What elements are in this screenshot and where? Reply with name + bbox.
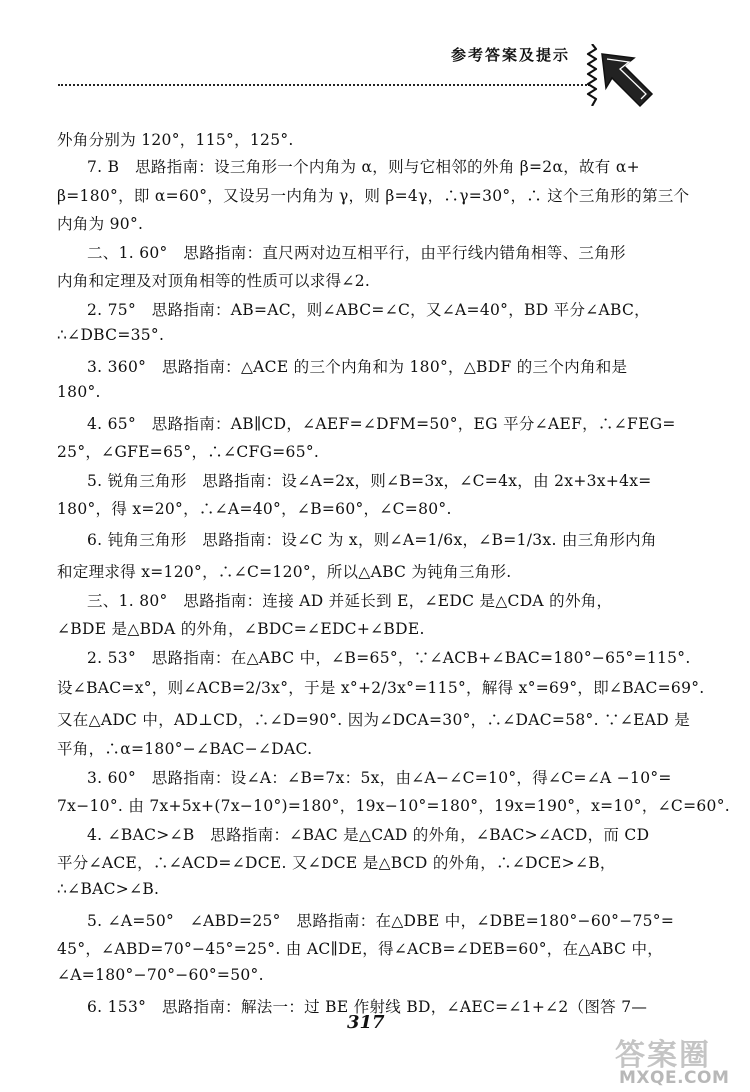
arrow-up-left-icon bbox=[598, 50, 656, 110]
text-line: 设∠BAC=x°，则∠ACB=2/3x°，于是 x°+2/3x°=115°，解得 x°=69°，即∠BAC=69°. bbox=[57, 679, 705, 697]
text-line: 三、1. 80° 思路指南：连接 AD 并延长到 E，∠EDC 是△CDA 的外角， bbox=[87, 592, 613, 610]
text-line: ∠A=180°−70°−60°=50°. bbox=[57, 966, 264, 984]
text-line: ∠BDE 是△BDA 的外角，∠BDC=∠EDC+∠BDE. bbox=[57, 620, 425, 638]
zigzag-divider-icon bbox=[586, 44, 598, 106]
text-line: 平角，∴α=180°−∠BAC−∠DAC. bbox=[57, 740, 313, 758]
text-line: 4. ∠BAC>∠B 思路指南：∠BAC 是△CAD 的外角，∠BAC>∠ACD，而 CD bbox=[87, 826, 650, 844]
text-line: 25°，∠GFE=65°，∴∠CFG=65°. bbox=[57, 443, 320, 461]
text-line: 4. 65° 思路指南：AB∥CD，∠AEF=∠DFM=50°，EG 平分∠AEF，∴∠FEG= bbox=[87, 415, 676, 433]
text-line: 平分∠ACE，∴∠ACD=∠DCE. 又∠DCE 是△BCD 的外角，∴∠DCE>∠B， bbox=[57, 854, 616, 872]
text-line: 2. 75° 思路指南：AB=AC，则∠ABC=∠C，又∠A=40°，BD 平分∠ABC， bbox=[87, 301, 650, 319]
text-line: 7x−10°. 由 7x+5x+(7x−10°)=180°，19x−10°=180°，19x=190°，x=10°，∠C=60°. bbox=[57, 797, 730, 815]
header-dotted-rule bbox=[58, 84, 590, 86]
header-title: 参考答案及提示 bbox=[451, 46, 571, 64]
text-line: 内角和定理及对顶角相等的性质可以求得∠2. bbox=[57, 272, 371, 290]
text-line: ∴∠DBC=35°. bbox=[57, 326, 165, 344]
text-line: 180°. bbox=[57, 383, 101, 401]
text-line: 二、1. 60° 思路指南：直尺两对边互相平行，由平行线内错角相等、三角形 bbox=[87, 244, 626, 262]
text-line: 又在△ADC 中，AD⊥CD，∴∠D=90°. 因为∠DCA=30°，∴∠DAC=58°. ∵∠EAD 是 bbox=[57, 711, 691, 729]
text-line: 内角为 90°. bbox=[57, 215, 144, 233]
text-line: 3. 360° 思路指南：△ACE 的三个内角和为 180°，△BDF 的三个内角和是 bbox=[87, 358, 628, 376]
watermark-logo: 答案圈 bbox=[615, 1038, 711, 1073]
text-line: 3. 60° 思路指南：设∠A：∠B=7x：5x，由∠A−∠C=10°，得∠C=∠A −10°= bbox=[87, 769, 672, 787]
text-line: 和定理求得 x=120°，∴∠C=120°，所以△ABC 为钝角三角形. bbox=[57, 563, 512, 581]
watermark bbox=[615, 1030, 745, 1088]
text-line: ∴∠BAC>∠B. bbox=[57, 880, 160, 898]
text-line: 6. 153° 思路指南：解法一：过 BE 作射线 BD，∠AEC=∠1+∠2（图答 7— bbox=[87, 998, 648, 1016]
page-number: 317 bbox=[347, 1012, 385, 1033]
text-line: 7. B 思路指南：设三角形一个内角为 α，则与它相邻的外角 β=2α，故有 α+ bbox=[87, 158, 640, 176]
text-line: 5. ∠A=50° ∠ABD=25° 思路指南：在△DBE 中，∠DBE=180°−60°−75°= bbox=[87, 912, 675, 930]
watermark-url: MXQE.COM bbox=[619, 1068, 730, 1088]
text-line: 5. 锐角三角形 思路指南：设∠A=2x，则∠B=3x，∠C=4x，由 2x+3x+4x= bbox=[87, 472, 652, 490]
text-line: 180°，得 x=20°，∴∠A=40°，∠B=60°，∠C=80°. bbox=[57, 500, 452, 518]
text-line: 2. 53° 思路指南：在△ABC 中，∠B=65°，∵∠ACB+∠BAC=180°−65°=115°. bbox=[87, 649, 691, 667]
text-line: β=180°，即 α=60°，又设另一内角为 γ，则 β=4γ，∴γ=30°，∴ 这个三角形的第三个 bbox=[57, 187, 690, 205]
text-line: 外角分别为 120°，115°，125°. bbox=[57, 131, 294, 149]
text-line: 45°，∠ABD=70°−45°=25°. 由 AC∥DE，得∠ACB=∠DEB=60°，在△ABC 中， bbox=[57, 940, 664, 958]
text-line: 6. 钝角三角形 思路指南：设∠C 为 x，则∠A=1/6x，∠B=1/3x. 由三角形内角 bbox=[87, 531, 657, 549]
